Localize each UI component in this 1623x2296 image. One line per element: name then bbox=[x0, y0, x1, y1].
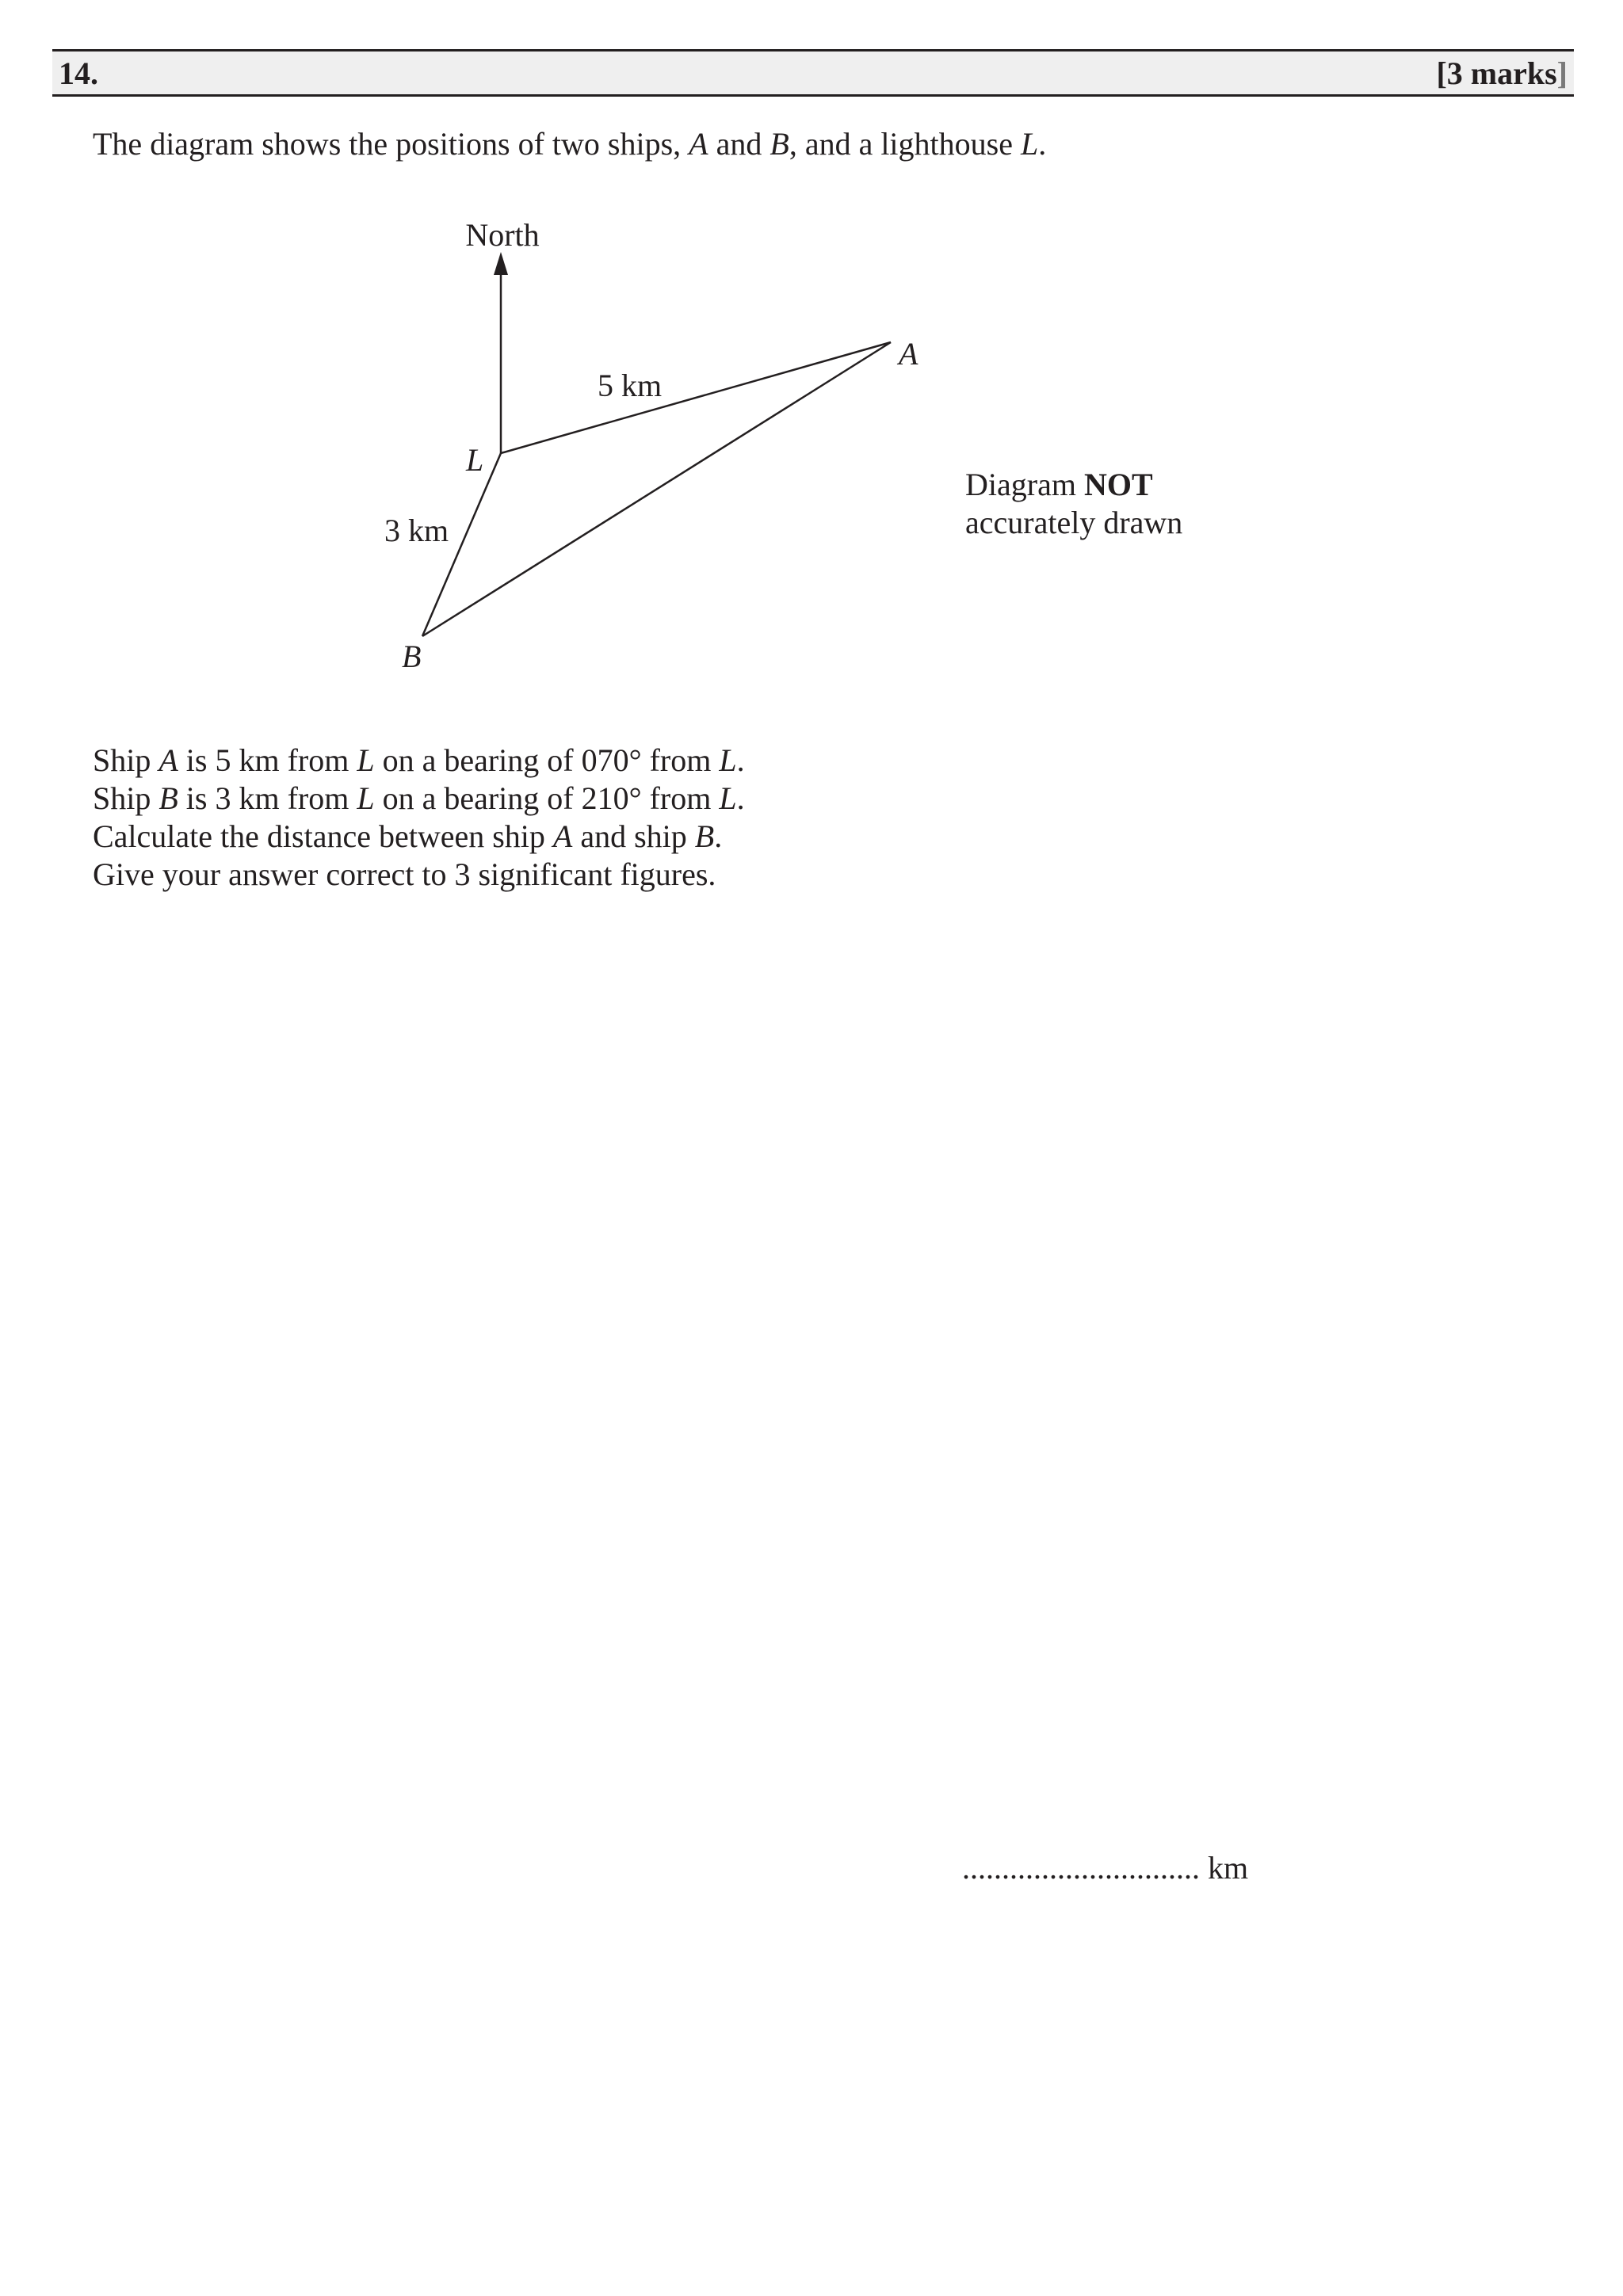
intro-ship-a: A bbox=[689, 126, 708, 162]
text-run: Ship bbox=[93, 742, 159, 778]
text-run: . bbox=[736, 780, 745, 816]
answer-dots[interactable]: .............................. bbox=[962, 1850, 1200, 1886]
question-line-2 bbox=[93, 780, 745, 818]
diagram-note bbox=[965, 466, 1182, 542]
note-bold: NOT bbox=[1083, 467, 1153, 502]
point-b-label: B bbox=[402, 639, 422, 674]
point-a-label: A bbox=[899, 336, 918, 372]
text-run: L bbox=[357, 780, 375, 816]
diagram-note-line1 bbox=[965, 466, 1182, 504]
text-run: B bbox=[158, 780, 178, 816]
text-run: . bbox=[714, 818, 723, 854]
text-run: is 3 km from bbox=[178, 780, 357, 816]
intro-lighthouse: L bbox=[1020, 126, 1039, 162]
text-run: A bbox=[552, 818, 573, 854]
text-run: . bbox=[736, 742, 745, 778]
text-run: L bbox=[719, 780, 737, 816]
text-run: on a bearing of 210° from bbox=[374, 780, 720, 816]
north-arrow-icon bbox=[494, 252, 508, 275]
question-text bbox=[93, 742, 745, 894]
distance-lb-label: 3 km bbox=[384, 513, 449, 548]
distance-la-label: 5 km bbox=[598, 368, 663, 403]
question-line-4: Give your answer correct to 3 significant figures. bbox=[93, 856, 716, 892]
point-l-label: L bbox=[466, 442, 484, 478]
text-run: is 5 km from bbox=[178, 742, 357, 778]
question-line-3 bbox=[93, 818, 745, 856]
intro-ship-b: B bbox=[769, 126, 789, 162]
question-line-1 bbox=[93, 742, 745, 780]
text-run: A bbox=[158, 742, 178, 778]
text-run: B bbox=[694, 818, 715, 854]
text-run: L bbox=[719, 742, 737, 778]
text-run: and ship bbox=[572, 818, 695, 854]
answer-field[interactable] bbox=[962, 1851, 1248, 1886]
north-label: North bbox=[465, 217, 540, 253]
text-run: Calculate the distance between ship bbox=[93, 818, 553, 854]
marks-bracket: ] bbox=[1556, 55, 1568, 91]
intro-part: The diagram shows the positions of two ships, bbox=[93, 126, 689, 162]
marks-text: [3 marks bbox=[1436, 55, 1557, 91]
line-la bbox=[501, 342, 891, 453]
bearing-diagram bbox=[0, 0, 1623, 713]
intro-part: . bbox=[1038, 126, 1047, 162]
text-run: Ship bbox=[93, 780, 159, 816]
text-run: L bbox=[357, 742, 375, 778]
diagram-note-line2: accurately drawn bbox=[965, 505, 1183, 540]
intro-part: , and a lighthouse bbox=[789, 126, 1021, 162]
intro-part: and bbox=[708, 126, 770, 162]
question-number: 14. bbox=[59, 55, 98, 91]
note-prefix: Diagram bbox=[965, 467, 1084, 502]
answer-unit: km bbox=[1200, 1850, 1249, 1886]
text-run: on a bearing of 070° from bbox=[374, 742, 720, 778]
